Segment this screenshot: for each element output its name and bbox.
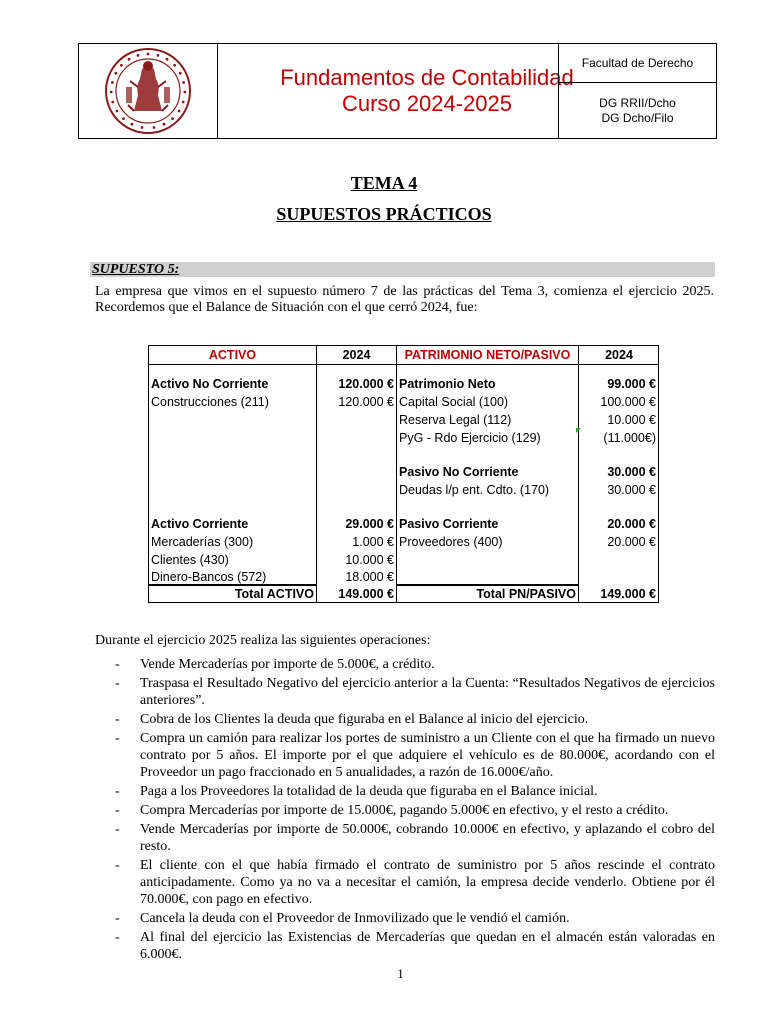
pasivo-value: 30.000 € — [607, 483, 656, 497]
operations-list — [115, 656, 715, 965]
activo-value: 1.000 € — [352, 535, 394, 549]
pasivo-label: PyG - Rdo Ejercicio (129) — [399, 431, 541, 445]
list-item: - Traspasa el Resultado Negativo del ejercicio anterior a la Cuenta: “Resultados Negativos de ejercicios anteriores”. — [115, 676, 715, 708]
seal-icon — [79, 44, 217, 138]
pasivo-label: Capital Social (100) — [399, 395, 509, 409]
total-pasivo-label: Total PN/PASIVO — [476, 587, 576, 601]
cell-comment-marker-icon — [576, 428, 582, 434]
faculty-cell — [558, 44, 716, 138]
supuesto-label-bar — [90, 262, 715, 277]
pasivo-value: 30.000 € — [607, 465, 656, 479]
list-item: - Compra un camión para realizar los portes de suministro a un Cliente con el que ha firmado un nuevo contrato por 5 años. El importe por el que adquiere el vehículo es de 80.000€, acordando con el Proveedor un pago fraccionado en 5 anualidades, a razón de 16.000€/año. — [115, 731, 715, 780]
pasivo-label: Deudas l/p ent. Cdto. (170) — [399, 483, 550, 497]
pasivo-value: 20.000 € — [607, 535, 656, 549]
col-header-activo: ACTIVO — [208, 348, 257, 362]
university-seal — [79, 44, 218, 138]
col-header-year-pasivo: 2024 — [605, 348, 633, 362]
activo-value: 18.000 € — [345, 570, 394, 584]
degree-line1: DG RRII/Dcho — [599, 96, 676, 110]
list-item: - El cliente con el que había firmado el contrato de suministro por 5 años rescinde el contrato anticipadamente. Como ya no va a necesitar el camión, la empresa decide venderlo. Obtiene por él 70.000€, con pago en efectivo. — [115, 858, 715, 907]
activo-value: 120.000 € — [338, 377, 394, 391]
page-header — [78, 43, 717, 139]
course-title-line2: Curso 2024-2025 — [341, 91, 512, 116]
page-number: 1 — [397, 966, 404, 981]
list-item: - Compra Mercaderías por importe de 15.000€, pagando 5.000€ en efectivo, y el resto a crédito. — [115, 803, 669, 818]
activo-label: Dinero-Bancos (572) — [151, 570, 267, 584]
course-title-line1: Fundamentos de Contabilidad — [280, 65, 574, 90]
degree-info — [559, 83, 716, 126]
balance-table — [148, 345, 659, 603]
list-item: - Vende Mercaderías por importe de 50.000€, cobrando 10.000€ en efectivo, y aplazando el cobro del resto. — [115, 822, 715, 854]
total-activo-label: Total ACTIVO — [234, 587, 314, 601]
list-item: - Cobra de los Clientes la deuda que figuraba en el Balance al inicio del ejercicio. — [115, 712, 589, 727]
supuesto-label: SUPUESTO 5: — [92, 262, 180, 277]
supuesto-intro: La empresa que vimos en el supuesto número 7 de las prácticas del Tema 3, comienza el ejercicio 2025. Recordemos que el Balance de Situación con el que cerró 2024, fue: — [95, 284, 714, 315]
list-item: - Paga a los Proveedores la totalidad de la deuda que figuraba en el Balance inicial. — [115, 784, 598, 799]
activo-value: 10.000 € — [345, 553, 394, 567]
degree-line2: DG Dcho/Filo — [601, 111, 674, 125]
pasivo-value: (11.000€) — [603, 431, 656, 445]
pasivo-value: 100.000 € — [600, 395, 656, 409]
col-header-year-activo: 2024 — [342, 348, 371, 362]
tema-heading: TEMA 4 — [350, 173, 418, 193]
pasivo-value: 20.000 € — [607, 517, 656, 531]
pasivo-label: Reserva Legal (112) — [399, 413, 512, 427]
activo-value: 120.000 € — [338, 395, 394, 409]
list-item: - Al final del ejercicio las Existencias de Mercaderías que quedan en el almacén están valoradas en 6.000€. — [115, 930, 715, 962]
pasivo-label: Patrimonio Neto — [399, 377, 496, 391]
activo-label: Activo No Corriente — [151, 377, 269, 391]
activo-label: Clientes (430) — [151, 553, 229, 567]
total-pasivo-value: 149.000 € — [600, 587, 656, 601]
pasivo-label: Proveedores (400) — [399, 535, 503, 549]
operations-intro: Durante el ejercicio 2025 realiza las siguientes operaciones: — [95, 633, 431, 648]
activo-label: Mercaderías (300) — [151, 535, 254, 549]
pasivo-label: Pasivo Corriente — [399, 517, 499, 531]
faculty-name: Facultad de Derecho — [559, 44, 716, 83]
pasivo-value: 10.000 € — [607, 413, 656, 427]
total-activo-value: 149.000 € — [338, 587, 394, 601]
pasivo-value: 99.000 € — [607, 377, 656, 391]
activo-value: 29.000 € — [345, 517, 394, 531]
activo-label: Construcciones (211) — [151, 395, 269, 409]
list-item: - Vende Mercaderías por importe de 5.000€, a crédito. — [115, 657, 435, 672]
list-item: - Cancela la deuda con el Proveedor de Inmovilizado que le vendió el camión. — [115, 911, 570, 926]
pasivo-label: Pasivo No Corriente — [399, 465, 519, 479]
col-header-pasivo: PATRIMONIO NETO/PASIVO — [404, 348, 571, 362]
activo-label: Activo Corriente — [151, 517, 249, 531]
supuestos-heading: SUPUESTOS PRÁCTICOS — [276, 204, 492, 224]
